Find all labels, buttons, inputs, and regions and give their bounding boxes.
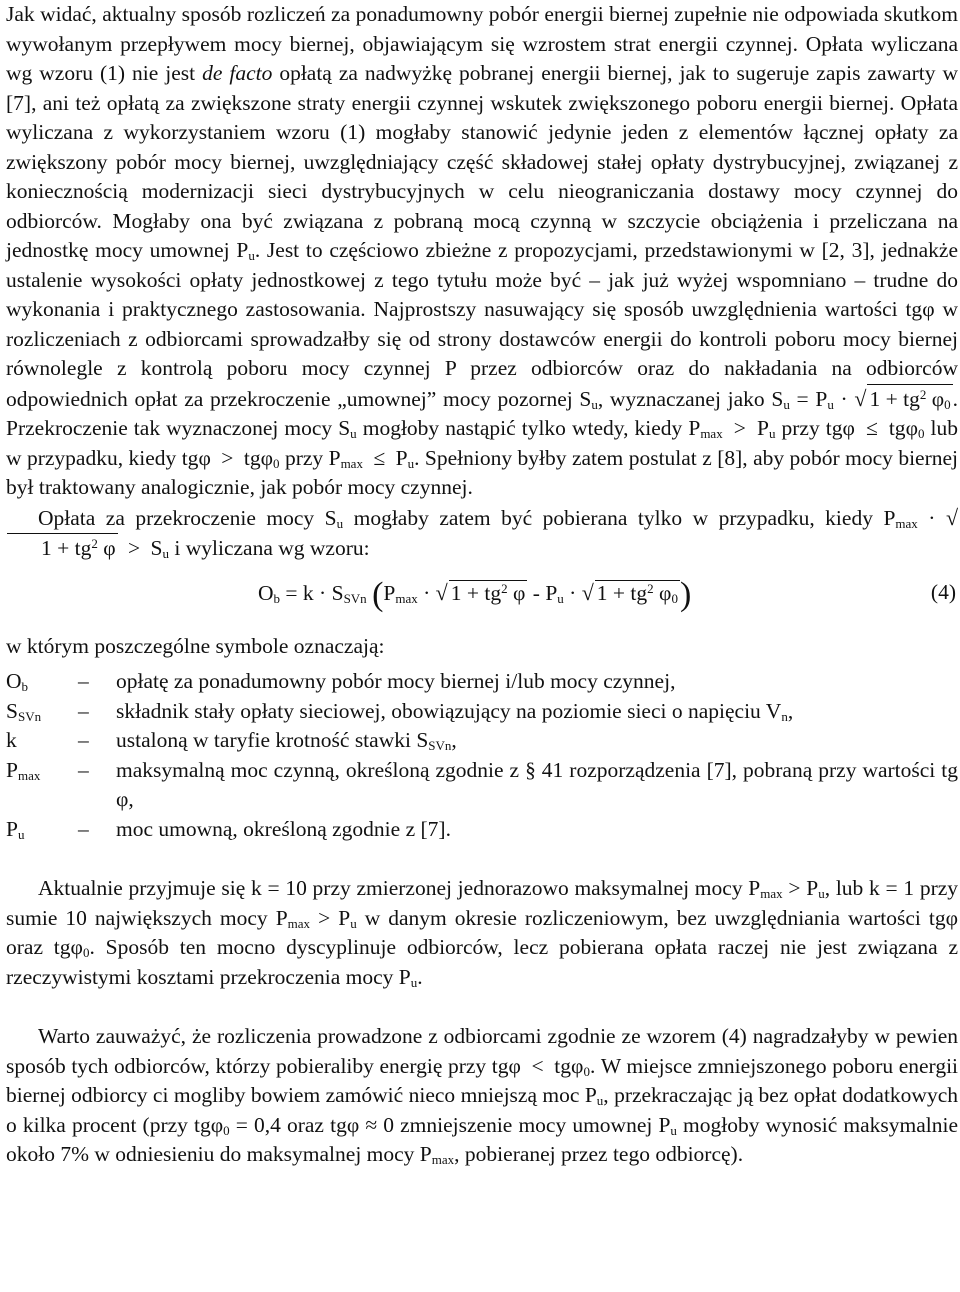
formula-4 [6,570,958,632]
paragraph-3: Aktualnie przyjmuje się k = 10 przy zmierzonej jednorazowo maksymalnej mocy $P_{max} > P_u$, lub k = 1 przy sumie 10 największych mocy $P_{max} > P_u$ w danym okresie rozliczeniowym, bez uwzględniania wartości tgφ oraz tgφ$_0$. Sposób ten mocno dyscyplinuje odbiorców, lecz pobierana opłata raczej nie jest związana z rzeczywistymi kosztami przekroczenia mocy $P_u$. [6,876,959,990]
formula-expression: $O_b = k \cdot S_{SVn}$ ($P_{max}$ · √ $1 + tg^2$ φ - $P_u$ · √ $1 + tg^2$ $\varphi_0$) [258,575,692,613]
definition-item: k – ustaloną w taryfie krotność stawki $S_{SVn}$, [6,728,457,753]
definition-item: $P_u$ – moc umowną, określoną zgodnie z [7]. [6,816,451,842]
paragraph-2: Opłata za przekroczenie mocy $S_u$ mogłaby zatem być pobierana tylko w przypadku, kiedy $P_{max} \cdot √1 + tg^2$ $\varphi > S_u$ i wyliczana wg wzoru: [6,503,958,564]
formula-number: (4) [930,579,956,604]
definition-item: $P_{max}$ – maksymalną moc czynną, określoną zgodnie z § 41 rozporządzenia [7], pobraną przy wartości tg φ, [6,757,958,811]
definition-item: $O_b$ – opłatę za ponadumowny pobór mocy biernej i/lub mocy czynnej, [6,669,676,694]
definitions-intro: w którym poszczególne symbole oznaczają: [6,633,385,658]
definitions-list [6,667,958,844]
paragraph-1: Jak widać, aktualny sposób rozliczeń za ponadumowny pobór energii biernej zupełnie nie odpowiada skutkom wywołanym przepływem mocy biernej, objawiającym się wzrostem strat energii czynnej. Opłata wyliczana wg wzoru (1) nie jest de facto opłatą za nadwyżkę pobranej energii biernej, jak to sugeruje zapis zawarty w [7], ani też opłatą za zwiększone straty energii czynnej wskutek zwiększonego poboru energii biernej. Opłata wyliczana z wykorzystaniem wzoru (1) mogłaby stanowić jedynie jeden z elementów łącznej opłaty za zwiększony pobór mocy biernej, uwzględniający część składowej stałej opłaty dystrybucyjnej, związanej z koniecznością modernizacji sieci dystrybucyjnych w celu nieograniczania dostawy mocy czynnej do odbiorców. Mogłaby ona być związana z pobraną mocą czynną w szczycie obciążenia i przeliczana na jednostkę mocy umownej $P_u$. Jest to częściowo zbieżne z propozycjami, przedstawionymi w [2, 3], jednakże ustalenie wysokości opłaty jednostkowej z tego tytułu może być – jak już wyżej wspomniano – trudne do wykonania i praktycznego zastosowania. Najprostszy nasuwający się sposób uwzględnienia wartości tgφ w rozliczeniach z odbiorcami sprowadzałby się od strony dostawców energii do kontroli poboru mocy biernej równolegle z kontrolą poboru mocy czynnej P przez odbiorców oraz do nakładania na odbiorców odpowiednich opłat za przekroczenie „umownej” mocy pozornej $S_u$, wyznaczanej jako $S_u = P_u$ · √ $1 + tg^2$ $\varphi_0$. Przekroczenie tak wyznaczonej mocy $S_u$ mogłoby nastąpić tylko wtedy, kiedy $P_{max} > P_u$ przy tgφ ≤ tgφ$_0$ lub w przypadku, kiedy tgφ > tgφ$_0$ przy $P_{max} \le P_u$. Spełniony byłby zatem postulat z [8], aby pobór mocy biernej był traktowany analogicznie, jak pobór mocy czynnej. [6,2,959,499]
document-page [6,0,958,1170]
paragraph-4: Warto zauważyć, że rozliczenia prowadzone z odbiorcami zgodnie ze wzorem (4) nagradzałyby w pewien sposób tych odbiorców, którzy pobieraliby energię przy tgφ < tgφ$_0$. W miejsce zmniejszonego poboru energii biernej odbiorcy ci mogliby bowiem zamówić nieco mniejszą moc $P_u$, przekraczając ją bez opłat dodatkowych o kilka procent (przy tgφ$_0$ = 0,4 oraz tgφ ≈ 0 zmniejszenie mocy umownej $P_u$ mogłoby wynosić maksymalnie około 7% w odniesieniu do maksymalnej mocy $P_{max}$, pobieranej przez tego odbiorcę). [6,1024,959,1167]
definition-item: $S_{SVn}$ – składnik stały opłaty sieciowej, obowiązujący na poziomie sieci o napięciu $V_n$, [6,698,794,724]
